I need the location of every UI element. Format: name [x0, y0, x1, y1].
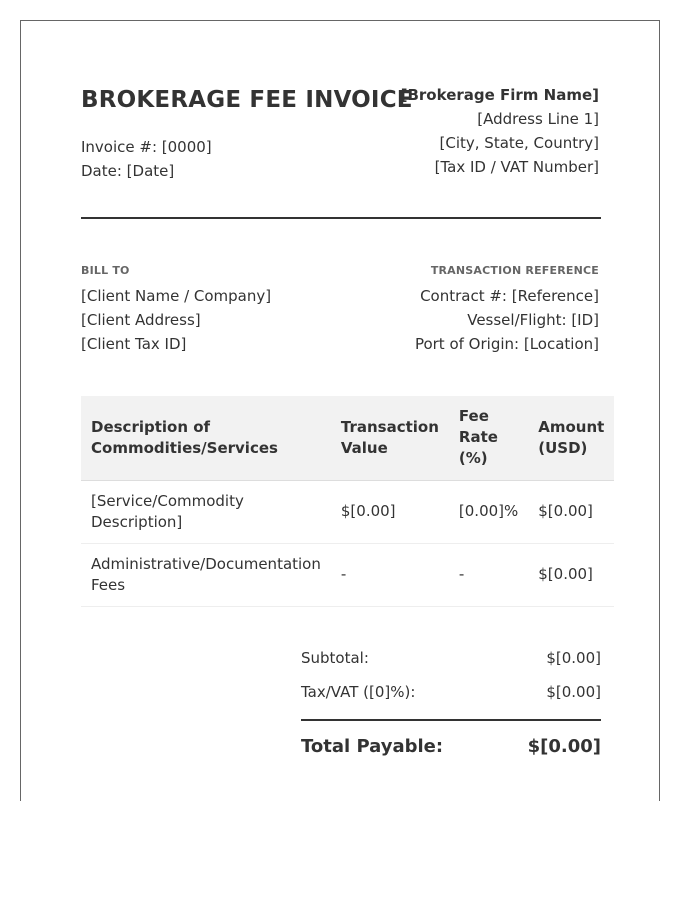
bill-to-label: BILL TO: [81, 264, 130, 277]
invoice-meta: [81, 135, 212, 183]
totals-divider: [301, 719, 601, 721]
column-header-amount: Amount (USD): [528, 396, 614, 480]
row-transaction-value: $[0.00]: [331, 480, 449, 543]
total-payable-value: $[0.00]: [527, 736, 601, 757]
subtotal-label: Subtotal:: [301, 649, 369, 667]
total-payable-row: [301, 735, 601, 759]
subtotal-row: [301, 641, 601, 675]
row-amount: $[0.00]: [528, 543, 614, 606]
vessel-flight-id: Vessel/Flight: [ID]: [467, 311, 599, 329]
tax-row: [301, 675, 601, 709]
tax-label: Tax/VAT ([0]%):: [301, 683, 416, 701]
client-address: [Client Address]: [81, 311, 201, 329]
table-row: [81, 480, 614, 543]
port-of-origin: Port of Origin: [Location]: [414, 335, 599, 353]
firm-city-state-country: [City, State, Country]: [439, 134, 599, 152]
client-tax-id: [Client Tax ID]: [81, 335, 187, 353]
transaction-reference-section: [415, 264, 599, 356]
row-fee-rate: -: [449, 543, 528, 606]
total-payable-label: Total Payable:: [301, 736, 444, 757]
column-header-description: Description of Commodities/Services: [81, 396, 331, 480]
tax-value: $[0.00]: [546, 683, 601, 701]
subtotal-value: $[0.00]: [546, 649, 601, 667]
invoice-page: [20, 20, 660, 801]
row-amount: $[0.00]: [528, 480, 614, 543]
line-items-table: [81, 396, 614, 607]
row-description: Administrative/Documentation Fees: [81, 543, 331, 606]
header-divider: [81, 217, 601, 219]
firm-tax-id: [Tax ID / VAT Number]: [434, 158, 599, 176]
firm-details: [401, 83, 599, 179]
row-transaction-value: -: [331, 543, 449, 606]
column-header-fee-rate: Fee Rate (%): [449, 396, 528, 480]
transaction-reference-label: TRANSACTION REFERENCE: [430, 264, 599, 277]
invoice-date: Date: [Date]: [81, 162, 175, 180]
row-description: [Service/Commodity Description]: [81, 480, 331, 543]
totals-section: [301, 641, 601, 759]
contract-reference: Contract #: [Reference]: [420, 287, 599, 305]
invoice-title: BROKERAGE FEE INVOICE: [81, 87, 413, 113]
bill-to-section: [81, 264, 271, 356]
column-header-transaction-value: Transaction Value: [331, 396, 449, 480]
invoice-number: Invoice #: [0000]: [81, 138, 212, 156]
table-header-row: [81, 396, 614, 480]
client-name: [Client Name / Company]: [81, 287, 272, 305]
row-fee-rate: [0.00]%: [449, 480, 528, 543]
firm-address-line-1: [Address Line 1]: [477, 110, 599, 128]
firm-name: [Brokerage Firm Name]: [400, 86, 599, 104]
table-row: [81, 543, 614, 606]
